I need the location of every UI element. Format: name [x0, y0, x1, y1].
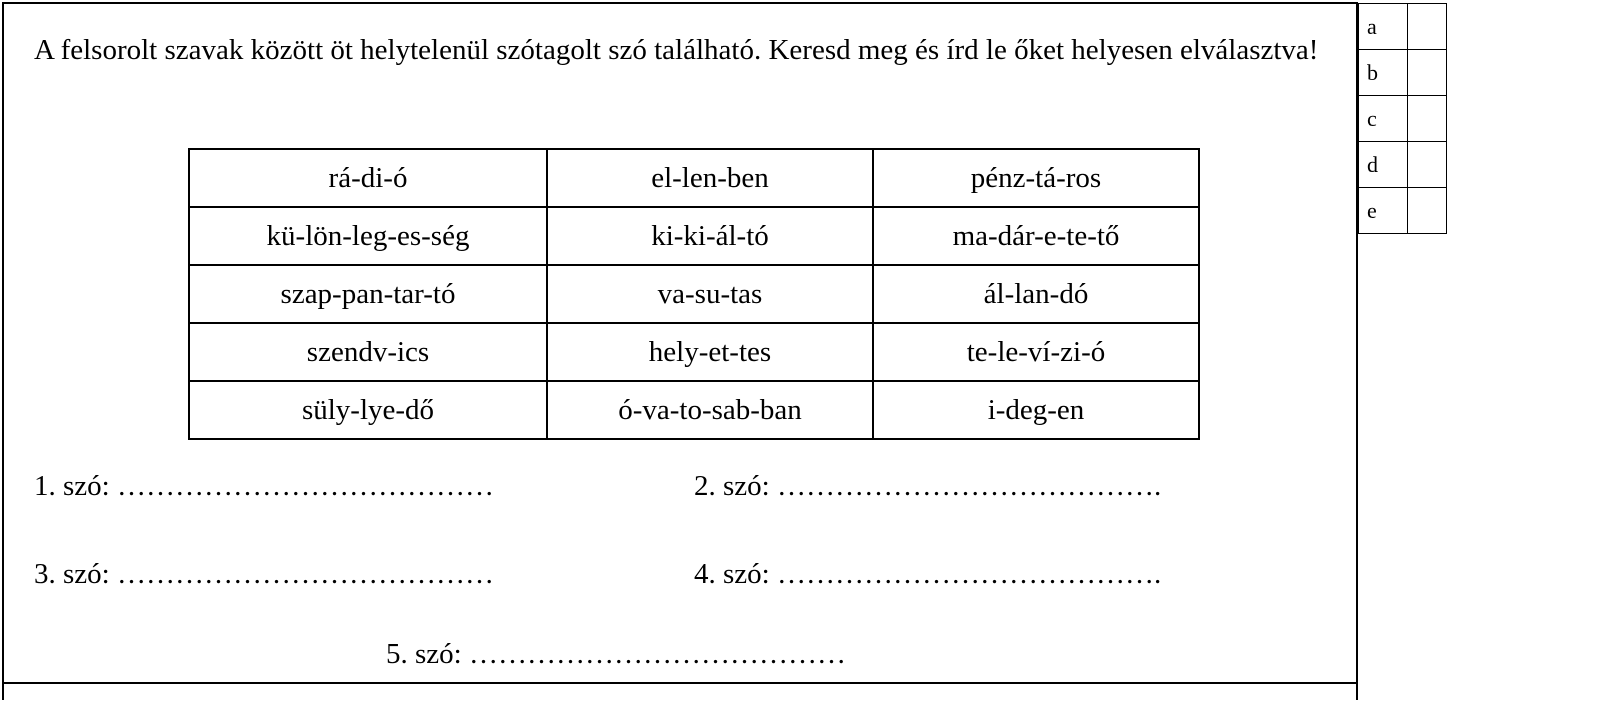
score-field[interactable]	[1408, 142, 1447, 188]
table-row	[189, 265, 1199, 323]
score-field[interactable]	[1408, 50, 1447, 96]
table-cell: ki-ki-ál-tó	[547, 207, 873, 265]
answer-line-4[interactable]: 4. szó: ………………………………….	[694, 558, 1162, 590]
table-cell: ma-dár-e-te-tő	[873, 207, 1199, 265]
word-table	[188, 148, 1200, 440]
score-field[interactable]	[1408, 4, 1447, 50]
table-row	[189, 381, 1199, 439]
answer-line-5[interactable]: 5. szó: …………………………………	[386, 638, 846, 670]
table-cell: kü-lön-leg-es-ség	[189, 207, 547, 265]
table-row	[189, 207, 1199, 265]
table-cell: ó-va-to-sab-ban	[547, 381, 873, 439]
answer-line-2[interactable]: 2. szó: ………………………………….	[694, 470, 1162, 502]
score-field[interactable]	[1408, 188, 1447, 234]
answer-line-3[interactable]: 3. szó: …………………………………	[34, 558, 494, 590]
table-cell: va-su-tas	[547, 265, 873, 323]
table-cell: hely-et-tes	[547, 323, 873, 381]
table-cell: i-deg-en	[873, 381, 1199, 439]
table-cell: te-le-ví-zi-ó	[873, 323, 1199, 381]
score-label: d	[1359, 142, 1408, 188]
table-cell: szendv-ics	[189, 323, 547, 381]
frame-bottom-line	[2, 682, 1358, 684]
score-label: e	[1359, 188, 1408, 234]
score-field[interactable]	[1408, 96, 1447, 142]
table-cell: pénz-tá-ros	[873, 149, 1199, 207]
table-cell: rá-di-ó	[189, 149, 547, 207]
table-row	[189, 323, 1199, 381]
score-box	[1358, 3, 1447, 234]
table-cell: szap-pan-tar-tó	[189, 265, 547, 323]
instruction-text: A felsorolt szavak között öt helytelenül szótagolt szó található. Keresd meg és írd le őket helyesen elválasztva!	[34, 34, 1319, 66]
score-label: b	[1359, 50, 1408, 96]
score-label: a	[1359, 4, 1408, 50]
table-row	[189, 149, 1199, 207]
table-cell: ál-lan-dó	[873, 265, 1199, 323]
table-cell: el-len-ben	[547, 149, 873, 207]
score-label: c	[1359, 96, 1408, 142]
table-cell: süly-lye-dő	[189, 381, 547, 439]
answer-line-1[interactable]: 1. szó: …………………………………	[34, 470, 494, 502]
